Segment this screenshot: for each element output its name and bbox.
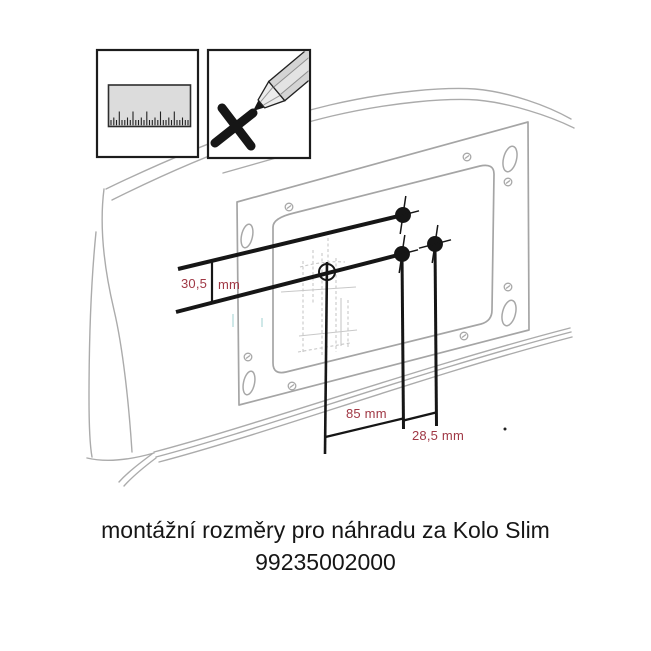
dimension-line-vertical-left (325, 262, 327, 454)
dimension-label-85: 85 mm (346, 406, 387, 421)
screw-hole (288, 382, 296, 390)
ruler-icon-box (97, 50, 198, 157)
dimension-line-vertical-right (435, 244, 437, 426)
mounting-slot (241, 370, 257, 396)
plate-inner-panel (273, 165, 494, 372)
drill-point-dot (387, 196, 419, 234)
screw-hole (460, 332, 468, 340)
dimension-connector-85 (326, 419, 404, 438)
mounting-plate (237, 122, 529, 405)
screw-hole (463, 153, 471, 161)
caption-line-1: montážní rozměry pro náhradu za Kolo Slim (101, 517, 550, 543)
dimension-connector-28-5 (404, 413, 437, 421)
print-speck (504, 428, 507, 431)
mounting-slot (500, 299, 519, 327)
screw-hole (504, 283, 512, 291)
caption-line-2: 99235002000 (255, 549, 396, 575)
plate-outer-outline (237, 122, 529, 405)
mounting-slot (239, 223, 255, 249)
screw-hole (285, 203, 293, 211)
mounting-slot (501, 145, 520, 173)
dimension-label-30-5-value: 30,5 (181, 276, 208, 291)
ruler-icon (109, 85, 191, 127)
screw-hole (244, 353, 252, 361)
dimension-label-30-5-unit: mm (218, 277, 241, 292)
screw-hole (504, 178, 512, 186)
ghost-mechanism-sketch (233, 238, 357, 356)
dimension-line-vertical-middle (402, 254, 404, 429)
caption (0, 514, 651, 578)
dimension-label-28-5: 28,5 mm (412, 428, 464, 443)
pencil-icon-box (208, 47, 326, 158)
